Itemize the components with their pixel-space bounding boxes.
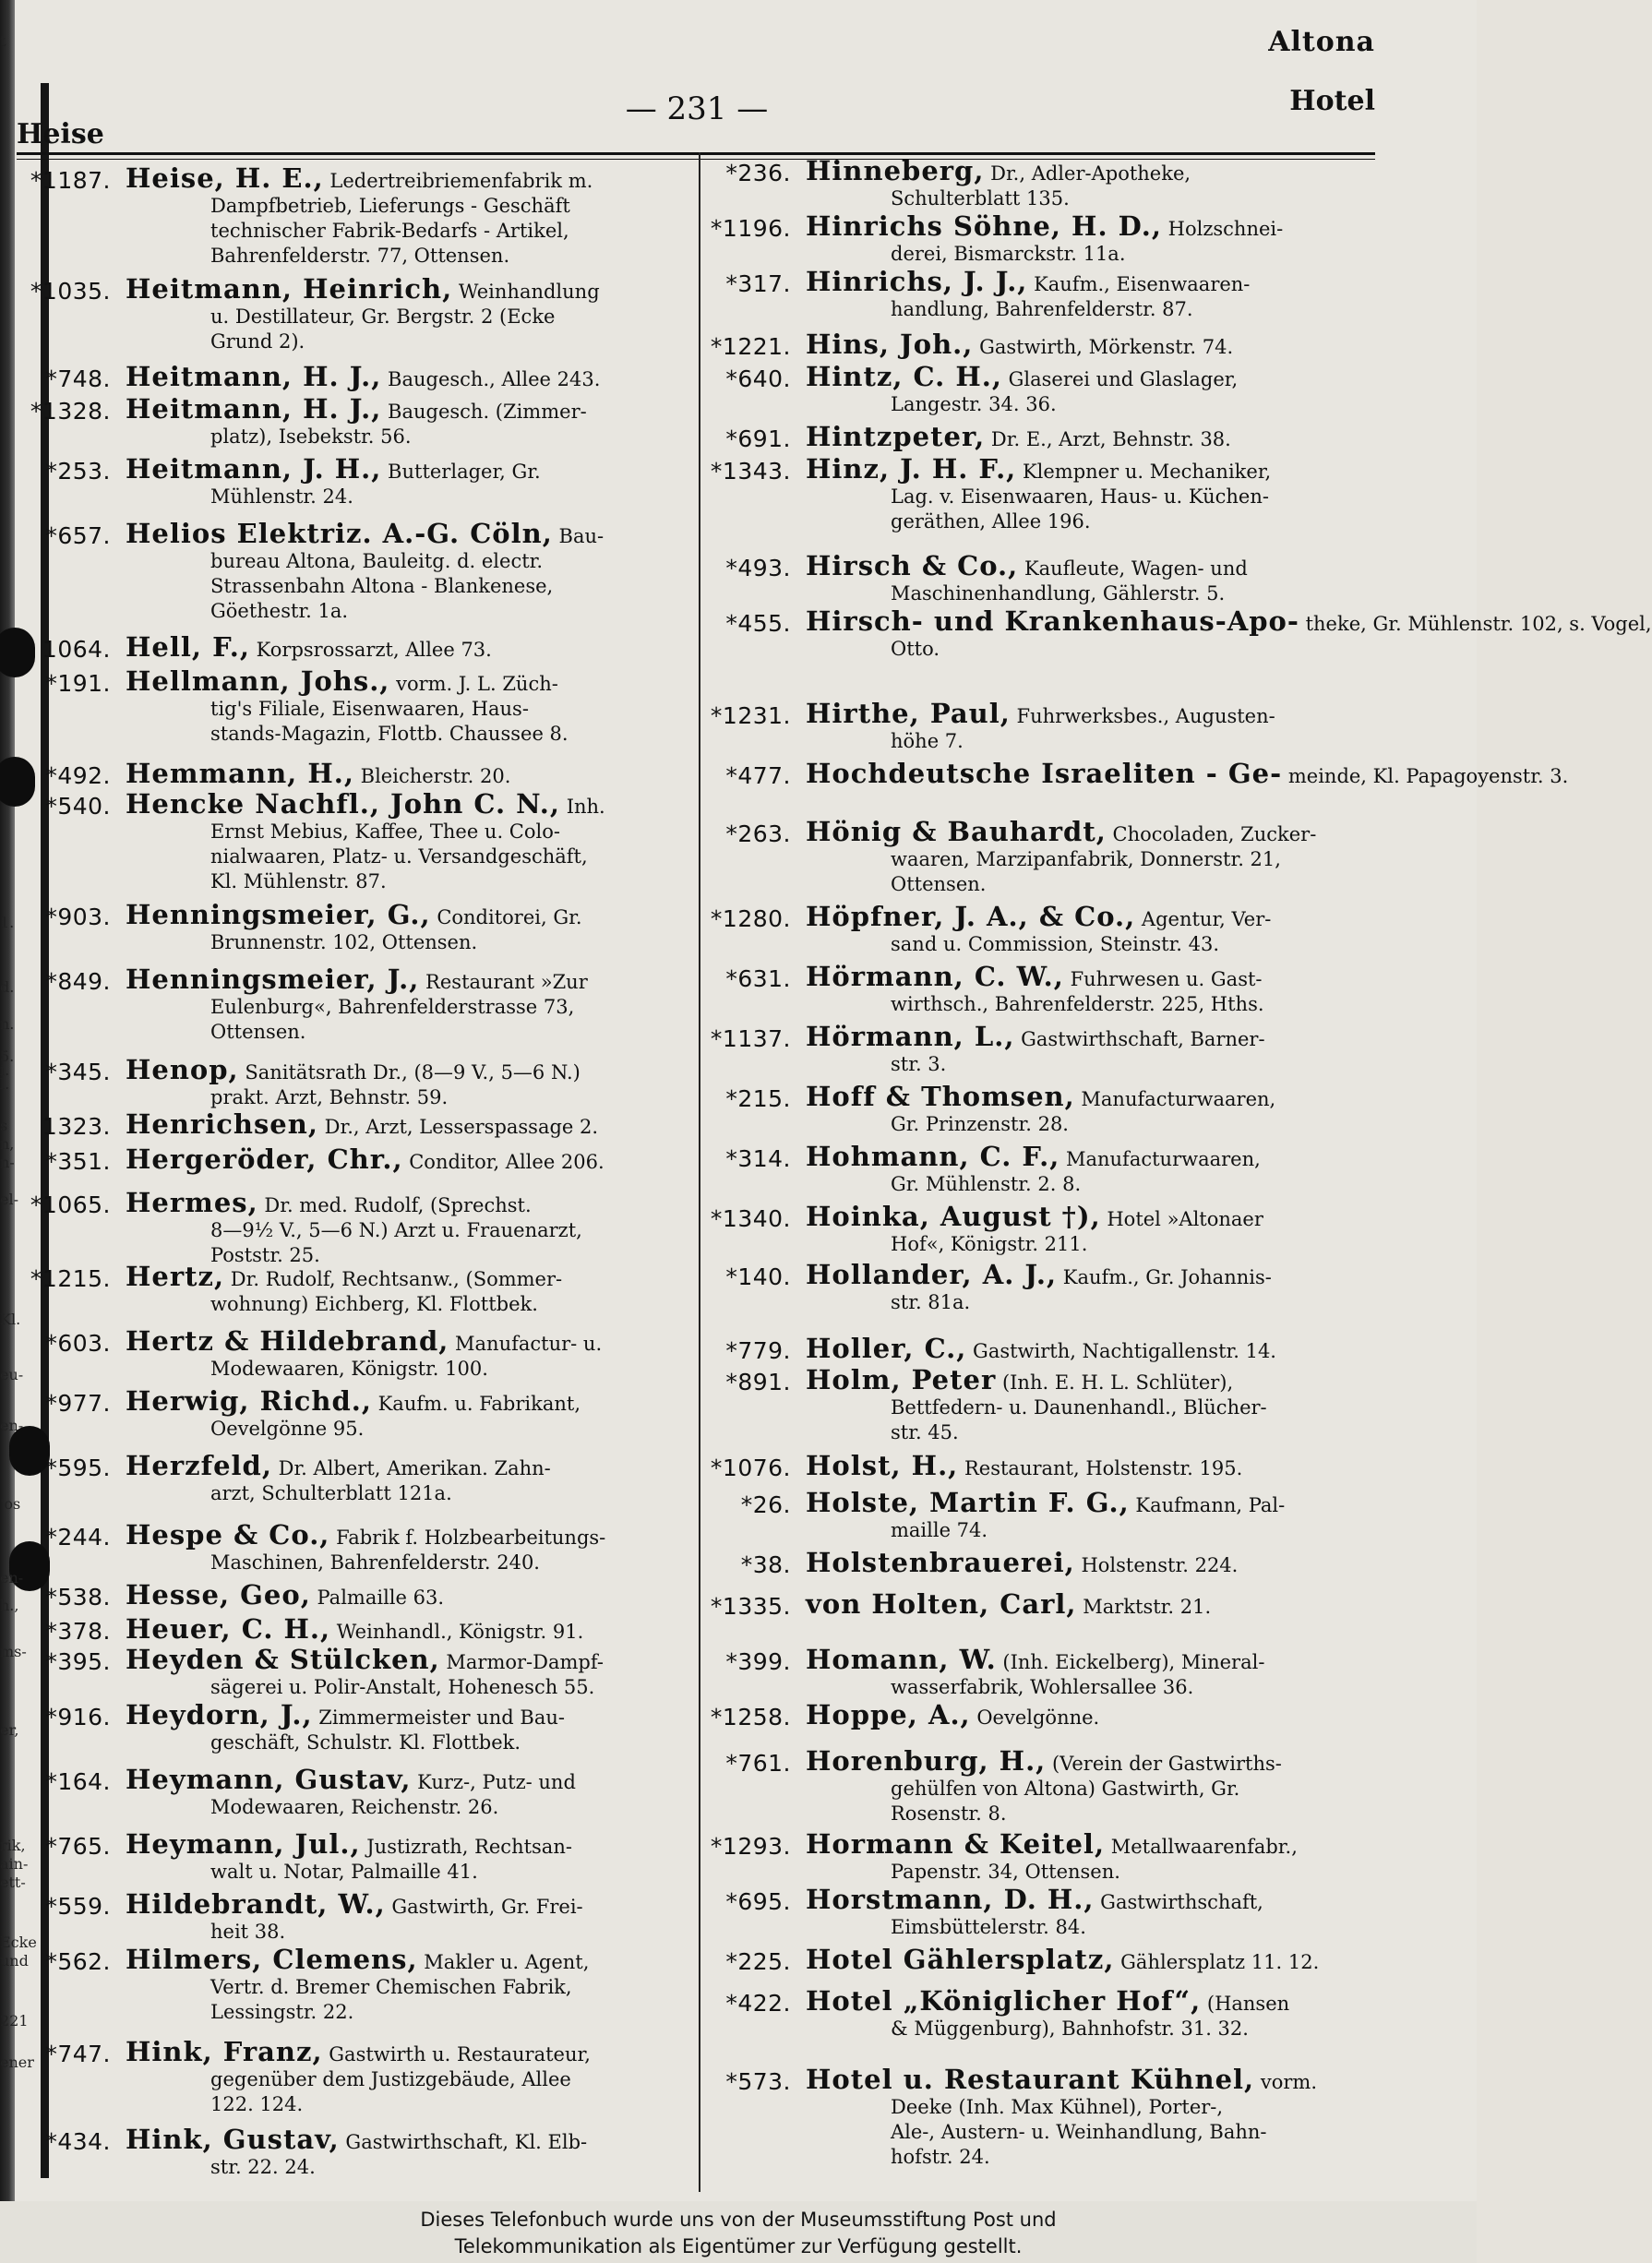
phone-number: *1328. bbox=[30, 398, 111, 425]
edge-fragment: ett- bbox=[0, 1874, 26, 1891]
entry-detail-continued: Grund 2). bbox=[210, 330, 305, 353]
entry-detail-continued: Dampfbetrieb, Lieferungs - Geschäft bbox=[210, 195, 570, 217]
entry-name: Hinrichs Söhne, H. D., bbox=[806, 210, 1162, 242]
entry-detail-continued: Schulterblatt 135. bbox=[891, 187, 1070, 210]
entry-name: Holm, Peter bbox=[806, 1364, 997, 1395]
phone-number: *779. bbox=[725, 1337, 791, 1364]
entry-detail-continued: wasserfabrik, Wohlersallee 36. bbox=[891, 1676, 1194, 1698]
entry-detail-continued: & Müggenburg), Bahnhofstr. 31. 32. bbox=[891, 2018, 1249, 2040]
entry-detail-continued: geschäft, Schulstr. Kl. Flottbek. bbox=[210, 1731, 521, 1754]
entry-detail-continued: Kl. Mühlenstr. 87. bbox=[210, 870, 387, 892]
entry-name: Hotel „Königlicher Hof“, bbox=[806, 1985, 1202, 2017]
edge-fragment: n. bbox=[0, 1015, 15, 1033]
footer-notice bbox=[0, 2201, 1477, 2263]
phone-number: *849. bbox=[45, 968, 111, 995]
phone-number: *1335. bbox=[710, 1593, 791, 1620]
edge-fragment: 'os bbox=[0, 1495, 21, 1513]
entry-detail: Chocoladen, Zucker- bbox=[1112, 823, 1317, 845]
phone-number: *657. bbox=[45, 522, 111, 549]
entry-detail-continued: Lessingstr. 22. bbox=[210, 2001, 354, 2023]
edge-fragment: 221 bbox=[0, 2012, 29, 2030]
entry-name: Hemmann, H., bbox=[126, 758, 354, 789]
phone-number: 1064. bbox=[42, 636, 111, 663]
edge-fragment: n- bbox=[0, 1154, 15, 1171]
phone-number: *1215. bbox=[30, 1265, 111, 1292]
entry-detail-continued: Deeke (Inh. Max Kühnel), Porter-, bbox=[891, 2096, 1224, 2118]
entry-name: Heuer, C. H., bbox=[126, 1613, 331, 1645]
entry-detail: Kurz-, Putz- und bbox=[417, 1771, 576, 1793]
entry-detail-continued: waaren, Marzipanfabrik, Donnerstr. 21, bbox=[891, 848, 1281, 870]
entry-detail-continued: technischer Fabrik-Bedarfs - Artikel, bbox=[210, 220, 569, 242]
edge-fragment: el- bbox=[0, 1191, 18, 1208]
entry-detail-continued: Maschinen, Bahrenfelderstr. 240. bbox=[210, 1551, 540, 1574]
entry-detail: Gastwirthschaft, Barner- bbox=[1021, 1028, 1265, 1050]
entry-detail: Baugesch., Allee 243. bbox=[388, 368, 601, 390]
edge-fragment: en- bbox=[0, 1569, 24, 1586]
entry-detail: (Inh. E. H. L. Schlüter), bbox=[1001, 1371, 1234, 1394]
entry-detail: Restaurant, Holstenstr. 195. bbox=[964, 1457, 1243, 1479]
entry-name: Heitmann, H. J., bbox=[126, 361, 382, 392]
entry-detail: Kaufm. u. Fabrikant, bbox=[377, 1393, 581, 1415]
entry-name: Hintzpeter, bbox=[806, 421, 986, 452]
phone-number: *747. bbox=[45, 2041, 111, 2067]
entry-detail: Palmaille 63. bbox=[317, 1586, 445, 1609]
entry-detail-continued: Ernst Mebius, Kaffee, Thee u. Colo- bbox=[210, 820, 560, 843]
edge-fragment: ener bbox=[0, 2053, 34, 2071]
entry-name: Hinneberg, bbox=[806, 155, 985, 186]
entry-detail: (Verein der Gastwirths- bbox=[1051, 1753, 1282, 1775]
entry-name: Hink, Gustav, bbox=[126, 2124, 340, 2155]
phone-number: *215. bbox=[725, 1085, 791, 1112]
entry-detail: Kaufleute, Wagen- und bbox=[1024, 557, 1248, 580]
entry-name: Hesse, Geo, bbox=[126, 1579, 311, 1610]
entry-detail: Holzschnei- bbox=[1167, 218, 1284, 240]
edge-fragment: er, bbox=[0, 1721, 19, 1739]
entry-detail-continued: prakt. Arzt, Behnstr. 59. bbox=[210, 1086, 449, 1108]
entry-detail: Gastwirth, Gr. Frei- bbox=[391, 1896, 583, 1918]
entry-detail: Dr., Adler-Apotheke, bbox=[990, 162, 1191, 185]
entry-detail-continued: Hof«, Königstr. 211. bbox=[891, 1233, 1088, 1255]
phone-number: *1196. bbox=[710, 215, 791, 242]
phone-number: *916. bbox=[45, 1704, 111, 1730]
phone-number: *345. bbox=[45, 1059, 111, 1085]
entry-detail: Glaserei und Glaslager, bbox=[1008, 368, 1239, 390]
entry-detail-continued: Poststr. 25. bbox=[210, 1244, 320, 1266]
entry-detail-continued: Modewaaren, Reichenstr. 26. bbox=[210, 1796, 499, 1818]
entry-detail-continued: Ottensen. bbox=[210, 1021, 306, 1043]
entry-name: Heymann, Gustav, bbox=[126, 1764, 412, 1795]
edge-fragment: 1. bbox=[0, 914, 15, 931]
phone-number: *1343. bbox=[710, 458, 791, 485]
edge-fragment: ms- bbox=[0, 1643, 27, 1660]
phone-number: *640. bbox=[725, 365, 791, 392]
entry-detail: Zimmermeister und Bau- bbox=[318, 1706, 565, 1729]
phone-number: *317. bbox=[725, 270, 791, 297]
entry-detail: Manufactur- u. bbox=[455, 1333, 603, 1355]
entry-detail-continued: Langestr. 34. 36. bbox=[891, 393, 1057, 415]
entry-detail: Conditorei, Gr. bbox=[437, 906, 582, 928]
entry-name: Hönig & Bauhardt, bbox=[806, 816, 1107, 847]
edge-fragment: t bbox=[0, 32, 6, 50]
entry-detail: Bleicherstr. 20. bbox=[360, 765, 511, 787]
entry-detail-continued: str. 22. 24. bbox=[210, 2156, 316, 2178]
entry-name: Henrichsen, bbox=[126, 1108, 318, 1140]
entry-detail-continued: stands-Magazin, Flottb. Chaussee 8. bbox=[210, 723, 569, 745]
entry-detail: (Inh. Eickelberg), Mineral- bbox=[1002, 1651, 1265, 1673]
entry-detail-continued: Eulenburg«, Bahrenfelderstrasse 73, bbox=[210, 996, 575, 1018]
entry-detail: Gastwirth u. Restaurateur, bbox=[329, 2043, 591, 2065]
entry-detail-continued: sand u. Commission, Steinstr. 43. bbox=[891, 933, 1220, 955]
edge-fragment: l. bbox=[0, 1075, 10, 1093]
phone-number: *891. bbox=[725, 1369, 791, 1395]
entry-detail: Gastwirthschaft, bbox=[1100, 1891, 1263, 1913]
entry-detail: Kaufm., Gr. Johannis- bbox=[1062, 1266, 1272, 1288]
phone-number: *903. bbox=[45, 904, 111, 930]
phone-number: *603. bbox=[45, 1330, 111, 1357]
entry-name: Hirsch & Co., bbox=[806, 550, 1019, 581]
phone-number: *1065. bbox=[30, 1191, 111, 1218]
entry-name: Helios Elektriz. A.-G. Cöln, bbox=[126, 518, 553, 549]
entry-detail-continued: 8—9½ V., 5—6 N.) Arzt u. Frauenarzt, bbox=[210, 1219, 582, 1241]
phone-number: *538. bbox=[45, 1584, 111, 1610]
entry-detail: Holstenstr. 224. bbox=[1081, 1554, 1239, 1576]
entry-detail-continued: höhe 7. bbox=[891, 730, 964, 752]
entry-detail-continued: Papenstr. 34, Ottensen. bbox=[891, 1861, 1120, 1883]
entry-detail: Baugesch. (Zimmer- bbox=[388, 401, 587, 423]
entry-detail-continued: wirthsch., Bahrenfelderstr. 225, Hths. bbox=[891, 993, 1264, 1015]
entry-detail-continued: walt u. Notar, Palmaille 41. bbox=[210, 1861, 478, 1883]
entry-name: Hencke Nachfl., John C. N., bbox=[126, 788, 560, 820]
entry-name: Horstmann, D. H., bbox=[806, 1884, 1095, 1915]
entry-detail: Fuhrwesen u. Gast- bbox=[1070, 968, 1263, 990]
entry-detail-continued: Oevelgönne 95. bbox=[210, 1418, 365, 1440]
phone-number: *314. bbox=[725, 1145, 791, 1172]
entry-detail-continued: tig's Filiale, Eisenwaaren, Haus- bbox=[210, 698, 529, 720]
column-separator bbox=[699, 152, 700, 2192]
phone-number: *765. bbox=[45, 1833, 111, 1860]
entry-name: Hins, Joh., bbox=[806, 329, 974, 360]
entry-detail: theke, Gr. Mühlenstr. 102, s. Vogel, bbox=[1305, 613, 1652, 635]
entry-name: Holste, Martin F. G., bbox=[806, 1487, 1130, 1518]
entry-name: Hirthe, Paul, bbox=[806, 698, 1011, 729]
entry-detail: Dr. Rudolf, Rechtsanw., (Sommer- bbox=[230, 1268, 563, 1290]
phone-number: *477. bbox=[725, 762, 791, 789]
entry-name: Herzfeld, bbox=[126, 1450, 272, 1481]
phone-number: *573. bbox=[725, 2068, 791, 2095]
entry-name: Hormann & Keitel, bbox=[806, 1828, 1106, 1860]
entry-detail-continued: arzt, Schulterblatt 121a. bbox=[210, 1482, 452, 1504]
entry-detail-continued: geräthen, Allee 196. bbox=[891, 510, 1091, 533]
entry-detail-continued: Brunnenstr. 102, Ottensen. bbox=[210, 931, 478, 953]
entry-detail-continued: str. 3. bbox=[891, 1053, 947, 1075]
phone-number: *761. bbox=[725, 1750, 791, 1777]
entry-detail-continued: u. Destillateur, Gr. Bergstr. 2 (Ecke bbox=[210, 305, 556, 328]
entry-name: Hollander, A. J., bbox=[806, 1259, 1058, 1290]
edge-fragment: i. bbox=[0, 1061, 10, 1079]
entry-name: Heydorn, J., bbox=[126, 1699, 313, 1730]
entry-detail-continued: Ale-, Austern- u. Weinhandlung, Bahn- bbox=[891, 2121, 1267, 2143]
entry-detail-continued: Vertr. d. Bremer Chemischen Fabrik, bbox=[210, 1976, 572, 1998]
entry-detail-continued: Bettfedern- u. Daunenhandl., Blücher- bbox=[891, 1396, 1267, 1419]
entry-detail: Fuhrwerksbes., Augusten- bbox=[1016, 705, 1275, 727]
phone-number: *225. bbox=[725, 1948, 791, 1975]
running-head-city: Altona bbox=[1268, 26, 1375, 58]
entry-detail-continued: Mühlenstr. 24. bbox=[210, 485, 353, 508]
adjacent-page-fragments bbox=[0, 0, 37, 2201]
entry-detail-continued: Gr. Mühlenstr. 2. 8. bbox=[891, 1173, 1082, 1195]
edge-fragment: n, bbox=[0, 1135, 15, 1153]
footer-line-1: Dieses Telefonbuch wurde uns von der Museumsstiftung Post und bbox=[420, 2209, 1057, 2231]
phone-number: *422. bbox=[725, 1990, 791, 2017]
edge-fragment: und bbox=[0, 1952, 29, 1970]
entry-detail-continued: 122. 124. bbox=[210, 2093, 304, 2115]
entry-detail-continued: wohnung) Eichberg, Kl. Flottbek. bbox=[210, 1293, 538, 1315]
entry-detail-continued: Eimsbüttelerstr. 84. bbox=[891, 1916, 1086, 1938]
entry-name: Hirsch- und Krankenhaus-Apo- bbox=[806, 605, 1299, 637]
entry-name: Hochdeutsche Israeliten - Ge- bbox=[806, 758, 1283, 789]
entry-name: Heise, H. E., bbox=[126, 162, 324, 194]
entry-name: Hinrichs, J. J., bbox=[806, 266, 1028, 297]
entry-name: Hink, Franz, bbox=[126, 2036, 323, 2067]
phone-number: *1258. bbox=[710, 1704, 791, 1730]
entry-detail: Sanitätsrath Dr., (8—9 V., 5—6 N.) bbox=[245, 1061, 581, 1084]
entry-detail-continued: hofstr. 24. bbox=[891, 2146, 990, 2168]
phone-number: *562. bbox=[45, 1948, 111, 1975]
edge-fragment: d. bbox=[0, 978, 15, 996]
entry-detail-continued: nialwaaren, Platz- u. Versandgeschäft, bbox=[210, 845, 588, 868]
phone-number: *455. bbox=[725, 610, 791, 637]
entry-detail-continued: Maschinenhandlung, Gählerstr. 5. bbox=[891, 582, 1226, 605]
entry-detail: meinde, Kl. Papagoyenstr. 3. bbox=[1287, 765, 1569, 787]
entry-detail-continued: Otto. bbox=[891, 638, 940, 660]
entry-name: Hoppe, A., bbox=[806, 1699, 971, 1730]
phone-number: *1231. bbox=[710, 702, 791, 729]
entry-detail: Conditor, Allee 206. bbox=[409, 1151, 605, 1173]
entry-name: Heitmann, H. J., bbox=[126, 393, 382, 425]
entry-name: Hoinka, August †), bbox=[806, 1201, 1101, 1232]
edge-fragment: h., bbox=[0, 1597, 19, 1614]
phone-number: *1137. bbox=[710, 1025, 791, 1052]
entry-detail-continued: derei, Bismarckstr. 11a. bbox=[891, 243, 1126, 265]
entry-name: Hotel Gählersplatz, bbox=[806, 1944, 1115, 1975]
entry-detail: Restaurant »Zur bbox=[425, 971, 588, 993]
phone-number: *540. bbox=[45, 793, 111, 820]
entry-detail: Makler u. Agent, bbox=[424, 1951, 590, 1973]
edge-fragment: Kl. bbox=[0, 1311, 21, 1328]
entry-detail: Manufacturwaaren, bbox=[1065, 1148, 1261, 1170]
phone-number: *38. bbox=[740, 1551, 791, 1578]
phone-number: *493. bbox=[725, 555, 791, 581]
edge-fragment: en- bbox=[0, 1417, 24, 1434]
phone-number: *1280. bbox=[710, 905, 791, 932]
entry-detail: Fabrik f. Holzbearbeitungs- bbox=[336, 1527, 606, 1549]
entry-detail: Kaufm., Eisenwaaren- bbox=[1034, 273, 1251, 295]
entry-name: Homann, W. bbox=[806, 1644, 997, 1675]
entry-name: Herwig, Richd., bbox=[126, 1385, 372, 1417]
entry-name: Henningsmeier, G., bbox=[126, 899, 431, 930]
entry-detail: Klempner u. Mechaniker, bbox=[1022, 461, 1272, 483]
entry-detail: Weinhandl., Königstr. 91. bbox=[336, 1621, 584, 1643]
entry-detail: Dr. E., Arzt, Behnstr. 38. bbox=[990, 428, 1231, 450]
entry-name: Hilmers, Clemens, bbox=[126, 1944, 418, 1975]
entry-detail: Ledertreibriemenfabrik m. bbox=[329, 170, 593, 192]
entry-name: Heymann, Jul., bbox=[126, 1828, 361, 1860]
phone-number: *977. bbox=[45, 1390, 111, 1417]
phone-number: *236. bbox=[725, 160, 791, 186]
header-rule bbox=[17, 152, 1375, 155]
entry-detail: Agentur, Ver- bbox=[1141, 908, 1272, 930]
edge-fragment: s bbox=[0, 1117, 8, 1134]
entry-detail-continued: gehülfen von Altona) Gastwirth, Gr. bbox=[891, 1778, 1240, 1800]
phone-number: *1187. bbox=[30, 167, 111, 194]
entry-detail: Dr. Albert, Amerikan. Zahn- bbox=[278, 1457, 551, 1479]
phone-number: *631. bbox=[725, 965, 791, 992]
entry-detail: Justizrath, Rechtsan- bbox=[366, 1836, 572, 1858]
phone-number: 1323. bbox=[42, 1113, 111, 1140]
entry-name: Holst, H., bbox=[806, 1450, 959, 1481]
entry-detail-continued: Ottensen. bbox=[891, 873, 987, 895]
edge-fragment: Ecke bbox=[0, 1934, 37, 1951]
entry-detail-continued: str. 45. bbox=[891, 1421, 959, 1443]
entry-name: Heitmann, J. H., bbox=[126, 453, 382, 485]
entry-detail: (Hansen bbox=[1206, 1993, 1290, 2015]
entry-name: Hohmann, C. F., bbox=[806, 1141, 1060, 1172]
entry-name: Hermes, bbox=[126, 1187, 258, 1218]
entry-detail-continued: Lag. v. Eisenwaaren, Haus- u. Küchen- bbox=[891, 485, 1269, 508]
entry-detail: Inh. bbox=[566, 796, 605, 818]
entry-name: Hintz, C. H., bbox=[806, 361, 1002, 392]
entry-name: Hinz, J. H. F., bbox=[806, 453, 1017, 485]
entry-detail-continued: maille 74. bbox=[891, 1519, 988, 1541]
phone-number: *492. bbox=[45, 762, 111, 789]
entry-name: Henop, bbox=[126, 1054, 239, 1085]
entry-name: Heyden & Stülcken, bbox=[126, 1644, 440, 1675]
phone-number: *140. bbox=[725, 1263, 791, 1290]
phone-number: *164. bbox=[45, 1768, 111, 1795]
phone-number: *399. bbox=[725, 1648, 791, 1675]
entry-name: Horenburg, H., bbox=[806, 1745, 1047, 1777]
phone-number: *691. bbox=[725, 425, 791, 452]
phone-number: *395. bbox=[45, 1648, 111, 1675]
entry-name: Hergeröder, Chr., bbox=[126, 1143, 403, 1175]
entry-name: Hell, F., bbox=[126, 631, 250, 663]
phone-number: *26. bbox=[740, 1491, 791, 1518]
entry-detail: Dr. med. Rudolf, (Sprechst. bbox=[264, 1194, 532, 1216]
entry-detail-continued: gegenüber dem Justizgebäude, Allee bbox=[210, 2068, 571, 2090]
entry-detail: Metallwaarenfabr., bbox=[1110, 1836, 1298, 1858]
entry-detail: Marktstr. 21. bbox=[1083, 1596, 1212, 1618]
entry-detail: Kaufmann, Pal- bbox=[1135, 1494, 1286, 1516]
entry-detail: Korpsrossarzt, Allee 73. bbox=[256, 639, 492, 661]
entry-detail-continued: sägerei u. Polir-Anstalt, Hohenesch 55. bbox=[210, 1676, 595, 1698]
phone-number: *1221. bbox=[710, 333, 791, 360]
entry-detail-continued: heit 38. bbox=[210, 1921, 286, 1943]
entry-name: Hotel u. Restaurant Kühnel, bbox=[806, 2064, 1255, 2095]
entry-detail: Hotel »Altonaer bbox=[1107, 1208, 1263, 1230]
entry-detail-continued: Strassenbahn Altona - Blankenese, bbox=[210, 575, 554, 597]
edge-fragment: ain- bbox=[0, 1855, 29, 1873]
entry-name: Hespe & Co., bbox=[126, 1519, 330, 1551]
entry-name: Hörmann, C. W., bbox=[806, 961, 1064, 992]
phone-number: *253. bbox=[45, 458, 111, 485]
entry-name: Hellmann, Johs., bbox=[126, 665, 390, 697]
entry-detail: vorm. J. L. Züch- bbox=[396, 673, 558, 695]
entry-detail-continued: handlung, Bahrenfelderstr. 87. bbox=[891, 298, 1193, 320]
entry-detail-continued: str. 81a. bbox=[891, 1291, 971, 1313]
phone-number: *1293. bbox=[710, 1833, 791, 1860]
entry-name: Hertz, bbox=[126, 1261, 225, 1292]
edge-fragment: rik, bbox=[0, 1837, 26, 1854]
entry-detail-continued: Gr. Prinzenstr. 28. bbox=[891, 1113, 1069, 1135]
entry-detail: Gastwirth, Mörkenstr. 74. bbox=[979, 336, 1234, 358]
entry-detail: Gastwirthschaft, Kl. Elb- bbox=[345, 2131, 588, 2153]
phone-number: *434. bbox=[45, 2128, 111, 2155]
running-head-last-word: Hotel bbox=[1289, 85, 1375, 117]
entry-name: Hildebrandt, W., bbox=[126, 1888, 386, 1920]
page-number: — 231 — bbox=[625, 90, 769, 127]
phone-number: *1340. bbox=[710, 1205, 791, 1232]
entry-detail: Gastwirth, Nachtigallenstr. 14. bbox=[973, 1340, 1276, 1362]
phone-number: *595. bbox=[45, 1455, 111, 1481]
entry-name: Hertz & Hildebrand, bbox=[126, 1325, 449, 1357]
phone-number: *748. bbox=[45, 365, 111, 392]
phone-number: *1076. bbox=[710, 1455, 791, 1481]
edge-fragment: eu- bbox=[0, 1366, 24, 1383]
entry-detail: vorm. bbox=[1260, 2071, 1317, 2093]
phone-number: *244. bbox=[45, 1524, 111, 1551]
running-head-first-word: Heise bbox=[17, 118, 104, 150]
entry-detail: Bau- bbox=[558, 525, 605, 547]
entry-name: Hörmann, L., bbox=[806, 1021, 1015, 1052]
phone-number: *695. bbox=[725, 1888, 791, 1915]
phone-number: *1035. bbox=[30, 278, 111, 305]
entry-detail-continued: Göethestr. 1a. bbox=[210, 600, 349, 622]
entry-detail-continued: bureau Altona, Bauleitg. d. electr. bbox=[210, 550, 544, 572]
entry-name: Henningsmeier, J., bbox=[126, 964, 420, 995]
entry-detail: Butterlager, Gr. bbox=[388, 461, 541, 483]
entry-detail-continued: platz), Isebekstr. 56. bbox=[210, 425, 412, 448]
footer-line-2: Telekommunikation als Eigentümer zur Verfügung gestellt. bbox=[454, 2235, 1023, 2257]
entry-name: Holstenbrauerei, bbox=[806, 1547, 1075, 1578]
entry-name: von Holten, Carl, bbox=[806, 1588, 1077, 1620]
phone-number: *378. bbox=[45, 1618, 111, 1645]
entry-detail: Dr., Arzt, Lesserspassage 2. bbox=[324, 1116, 599, 1138]
entry-detail: Gählersplatz 11. 12. bbox=[1120, 1951, 1320, 1973]
entry-detail-continued: Bahrenfelderstr. 77, Ottensen. bbox=[210, 245, 510, 267]
phone-number: *559. bbox=[45, 1893, 111, 1920]
entry-detail: Manufacturwaaren, bbox=[1081, 1088, 1276, 1110]
entry-name: Höpfner, J. A., & Co., bbox=[806, 901, 1136, 932]
entry-detail: Weinhandlung bbox=[458, 281, 600, 303]
entry-detail-continued: Modewaaren, Königstr. 100. bbox=[210, 1358, 488, 1380]
edge-fragment: 5. bbox=[0, 1048, 15, 1065]
phone-number: *351. bbox=[45, 1148, 111, 1175]
entry-detail-continued: Rosenstr. 8. bbox=[891, 1802, 1007, 1825]
phone-number: *191. bbox=[45, 670, 111, 697]
entry-name: Hoff & Thomsen, bbox=[806, 1081, 1075, 1112]
entry-name: Heitmann, Heinrich, bbox=[126, 273, 453, 305]
entry-detail: Oevelgönne. bbox=[976, 1706, 1100, 1729]
entry-name: Holler, C., bbox=[806, 1333, 967, 1364]
entry-detail: Marmor-Dampf- bbox=[446, 1651, 604, 1673]
phone-number: *263. bbox=[725, 820, 791, 847]
